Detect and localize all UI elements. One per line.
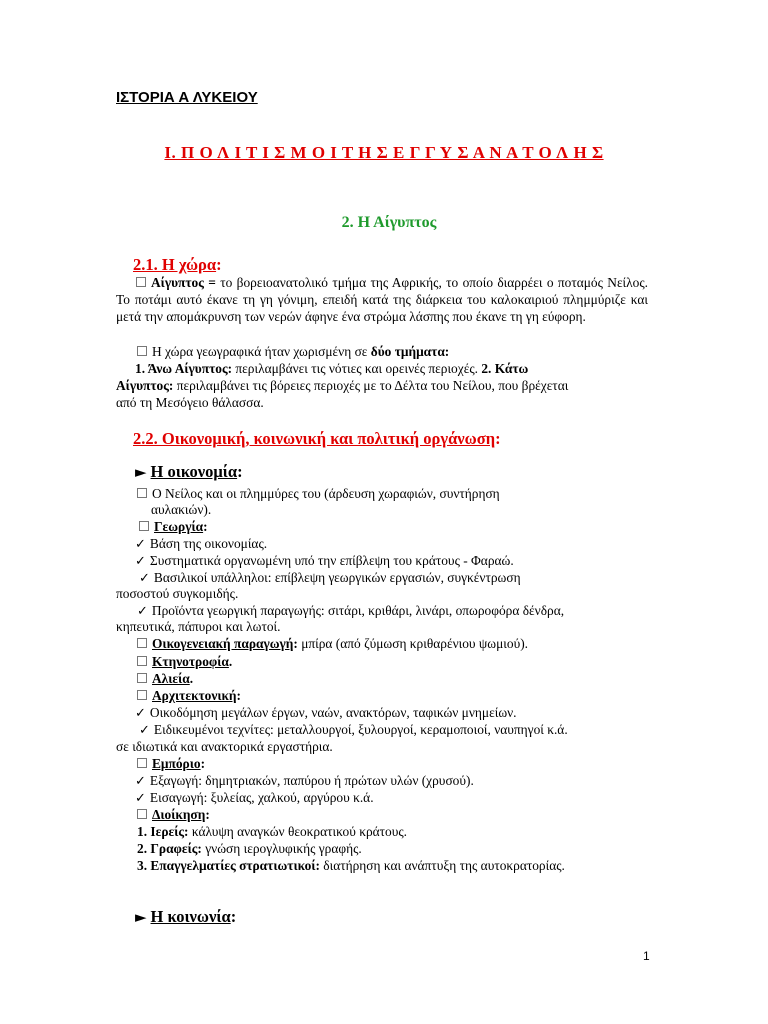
item-text: Εισαγωγή: ξυλείας, χαλκού, αργύρου κ.ά.	[149, 790, 374, 805]
bullet-square-icon	[137, 638, 147, 648]
administration-item-2	[137, 840, 362, 857]
label-dot: .	[189, 671, 194, 686]
subsection-heading-2-2	[133, 429, 501, 449]
trade-label: Εμπόριο	[152, 756, 201, 771]
label-colon: :	[200, 756, 206, 771]
subsection-heading-text: 2.1. Η χώρα	[133, 255, 217, 274]
paragraph-egypt-definition	[116, 274, 648, 325]
agriculture-item-3-cont: ποσοστού συγκομιδής.	[116, 586, 239, 601]
item-text: Βάση της οικονομίας.	[149, 536, 268, 551]
term-egypt: Αίγυπτος	[151, 275, 204, 290]
label-colon: :	[293, 636, 298, 651]
economy-heading-text: Η οικονομία	[150, 462, 238, 481]
bullet-square-icon	[139, 521, 149, 531]
equals-sign: =	[203, 275, 221, 290]
upper-egypt-text: περιλαμβάνει τις νότιες και ορεινές περιοχές.	[232, 361, 482, 376]
bullet-square-icon	[137, 488, 147, 498]
architecture-label-line	[137, 687, 241, 704]
check-icon: ✓	[139, 571, 150, 586]
item-text: γνώση ιερογλυφικής γραφής.	[201, 841, 362, 856]
upper-egypt-label: 1. Άνω Αίγυπτος:	[135, 361, 233, 376]
two-parts-text: Η χώρα γεωγραφικά ήταν χωρισμένη σε	[152, 344, 371, 359]
item-text: κάλυψη αναγκών θεοκρατικού κράτους.	[188, 824, 408, 839]
triangle-arrow-icon: ►	[135, 463, 147, 481]
item-text: Βασιλικοί υπάλληλοι: επίβλεψη γεωργικών εργασιών, συγκέντρωση	[153, 570, 521, 585]
subsection-heading-2-1	[133, 255, 222, 275]
triangle-arrow-icon: ►	[135, 908, 147, 926]
egypt-definition-text: το βορειοανατολικό τμήμα της Αφρικής, το οποίο διαρρέει ο ποταμός Νείλος. Το ποτάμι αυτό έκανε τη γη γόνιμη, επειδή κατά της διάρκεια του καλοκαιριού πλημμύριζε και μετά την απομάκρυνση των νερών άφηνε ένα στρώμα λάσπης που έκανε τη γη εύφορη.	[116, 275, 649, 324]
upper-egypt-line	[135, 360, 528, 377]
bullet-square-icon	[136, 277, 146, 287]
lower-egypt-text: περιλαμβάνει τις βόρειες περιοχές με το Δέλτα του Νείλου, που βρέχεται	[173, 378, 569, 393]
administration-label: Διοίκηση	[152, 807, 206, 822]
check-icon: ✓	[135, 791, 146, 806]
check-icon: ✓	[135, 706, 146, 721]
lower-egypt-label-part1: 2. Κάτω	[481, 361, 529, 376]
fishing-line	[137, 670, 193, 687]
label-dot: .	[228, 654, 233, 669]
heading-colon: :	[495, 429, 501, 448]
agriculture-item-2	[135, 552, 514, 570]
bullet-square-icon	[137, 673, 147, 683]
item-text: διατήρηση και ανάπτυξη της αυτοκρατορίας.	[319, 858, 565, 873]
family-production-line	[137, 635, 528, 652]
heading-colon: :	[237, 462, 243, 481]
check-icon: ✓	[135, 537, 146, 552]
architecture-item-2	[139, 721, 568, 739]
two-parts-bold: δύο τμήματα:	[370, 344, 450, 359]
nile-line-1	[137, 485, 500, 502]
architecture-item-2-cont: σε ιδιωτικά και ανακτορικά εργαστήρια.	[116, 739, 333, 754]
document-header: ΙΣΤΟΡΙΑ Α ΛΥΚΕΙΟΥ	[116, 89, 258, 106]
chapter-title: Ι. Π Ο Λ Ι Τ Ι Σ Μ Ο Ι Τ Η Σ Ε Γ Γ Υ Σ Α Ν Α Τ Ο Λ Η Σ	[164, 143, 604, 162]
label-colon: :	[205, 807, 210, 822]
item-label: 2. Γραφείς:	[137, 841, 202, 856]
section-title: 2. Η Αίγυπτος	[341, 214, 437, 231]
check-icon: ✓	[137, 604, 148, 619]
label-colon: :	[236, 688, 242, 703]
lower-egypt-label-part2: Αίγυπτος:	[116, 378, 174, 393]
fishing-label: Αλιεία	[152, 671, 190, 686]
trade-label-line	[137, 755, 205, 772]
nile-line-2: αυλακιών).	[151, 502, 212, 517]
livestock-label: Κτηνοτροφία	[152, 654, 229, 669]
page-number: 1	[643, 949, 650, 963]
family-production-label: Οικογενειακή παραγωγή	[152, 636, 294, 651]
lower-egypt-line-end: από τη Μεσόγειο θάλασσα.	[116, 395, 264, 410]
heading-colon: :	[216, 255, 222, 274]
agriculture-item-1	[135, 535, 267, 553]
item-text: Εξαγωγή: δημητριακών, παπύρου ή πρώτων υλών (χρυσού).	[149, 773, 474, 788]
livestock-line	[137, 653, 232, 670]
check-icon: ✓	[135, 774, 146, 789]
item-text: Προϊόντα γεωργική παραγωγής: σιτάρι, κριθάρι, λινάρι, οπωροφόρα δένδρα,	[151, 603, 565, 618]
item-label: 1. Ιερείς:	[137, 824, 189, 839]
society-heading	[135, 907, 236, 927]
administration-item-1	[137, 823, 407, 840]
trade-item-1	[135, 772, 474, 790]
agriculture-label: Γεωργία	[154, 519, 204, 534]
nile-text: Ο Νείλος και οι πλημμύρες του (άρδευση χωραφιών, συντήρηση	[152, 486, 500, 501]
bullet-square-icon	[137, 758, 147, 768]
bullet-square-icon	[137, 690, 147, 700]
lower-egypt-line	[116, 377, 568, 394]
architecture-item-1	[135, 704, 517, 722]
heading-colon: :	[230, 907, 237, 926]
item-label: 3. Επαγγελματίες στρατιωτικοί:	[137, 858, 320, 873]
family-production-text: μπίρα (από ζύμωση κριθαρένιου ψωμιού).	[297, 636, 529, 651]
item-text: Οικοδόμηση μεγάλων έργων, ναών, ανακτόρων, ταφικών μνημείων.	[149, 705, 517, 720]
check-icon: ✓	[139, 723, 150, 738]
agriculture-item-4-cont: κηπευτικά, πάπυροι και λωτοί.	[116, 619, 281, 634]
trade-item-2	[135, 789, 374, 807]
bullet-square-icon	[137, 656, 147, 666]
society-heading-text: Η κοινωνία	[150, 907, 231, 926]
item-text: Συστηματικά οργανωμένη υπό την επίβλεψη του κράτους - Φαραώ.	[149, 553, 514, 568]
subsection-heading-text: 2.2. Οικονομική, κοινωνική και πολιτική οργάνωση	[133, 429, 496, 448]
check-icon: ✓	[135, 554, 146, 569]
bullet-square-icon	[137, 809, 147, 819]
architecture-label: Αρχιτεκτονική	[152, 688, 237, 703]
economy-heading	[135, 462, 243, 482]
administration-label-line	[137, 806, 210, 823]
item-text: Ειδικευμένοι τεχνίτες: μεταλλουργοί, ξυλουργοί, κεραμοποιοί, ναυπηγοί κ.ά.	[153, 722, 568, 737]
agriculture-label-line	[139, 518, 208, 535]
bullet-square-icon	[137, 346, 147, 356]
administration-item-3	[137, 857, 565, 874]
label-colon: :	[203, 519, 208, 534]
paragraph-two-parts	[137, 343, 449, 360]
